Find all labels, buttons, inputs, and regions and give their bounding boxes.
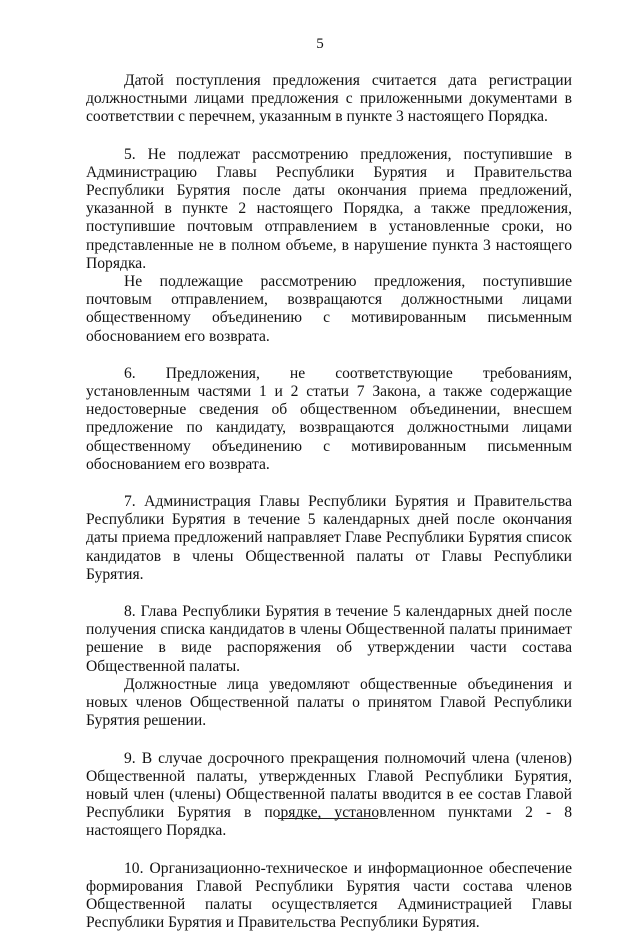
paragraph-item-8-notice: Должностные лица уведомляют общественные объединения и новых членов Общественной палаты о принятом Главой Республики Бурятия решении.: [86, 675, 572, 730]
paragraph-submission-date: Датой поступления предложения считается дата регистрации должностными лицами предложения с приложенными документами в соответствии с перечнем, указанным в пункте 3 настоящего Порядка.: [86, 72, 572, 126]
document-body: [86, 72, 572, 932]
paragraph-item-5-return: Не подлежащие рассмотрению предложения, поступившие почтовым отправлением, возвращаются должностными лицами общественному объединению с мотивированным письменным обоснованием его возврата.: [86, 273, 572, 345]
end-of-document-line: [278, 818, 378, 819]
paragraph-item-10: 10. Организационно-техническое и информационное обеспечение формирования Главой Республики Бурятия части состава членов Общественной палаты осуществляется Администрацией Главы Республики Бурятия и Правительства Республики Бурятия.: [86, 859, 572, 932]
paragraph-item-8: 8. Глава Республики Бурятия в течение 5 календарных дней после получения списка кандидатов в члены Общественной палаты принимает решение в виде распоряжения об утверждении части состава Общественной палаты.: [86, 603, 572, 675]
page-number: 5: [316, 36, 324, 52]
paragraph-item-9: 9. В случае досрочного прекращения полномочий члена (членов) Общественной палаты, утвержденных Главой Республики Бурятия, новый член (члены) Общественной палаты вводится в ее состав Главой Республики Бурятия в порядке, установленном пунктами 2 - 8 настоящего Порядка.: [86, 749, 572, 840]
paragraph-item-7: 7. Администрация Главы Республики Бурятия и Правительства Республики Бурятия в течение 5 календарных дней после окончания даты приема предложений направляет Главе Республики Бурятия список кандидатов в члены Общественной палаты от Главы Республики Бурятия.: [86, 493, 572, 583]
paragraph-item-5: 5. Не подлежат рассмотрению предложения, поступившие в Администрацию Главы Республики Бурятия и Правительства Республики Бурятия после даты окончания приема предложений, указанной в пункте 2 настоящего Порядка, а также предложения, поступившие почтовым отправлением в установленные сроки, но представленные не в полном объеме, в нарушение пункта 3 настоящего Порядка.: [86, 145, 572, 272]
paragraph-item-6: 6. Предложения, не соответствующие требованиям, установленным частями 1 и 2 статьи 7 Закона, а также содержащие недостоверные сведения об общественном объединении, внесшем предложение по кандидату, возвращаются должностными лицами общественному объединению с мотивированным письменным обоснованием его возврата.: [86, 364, 572, 473]
